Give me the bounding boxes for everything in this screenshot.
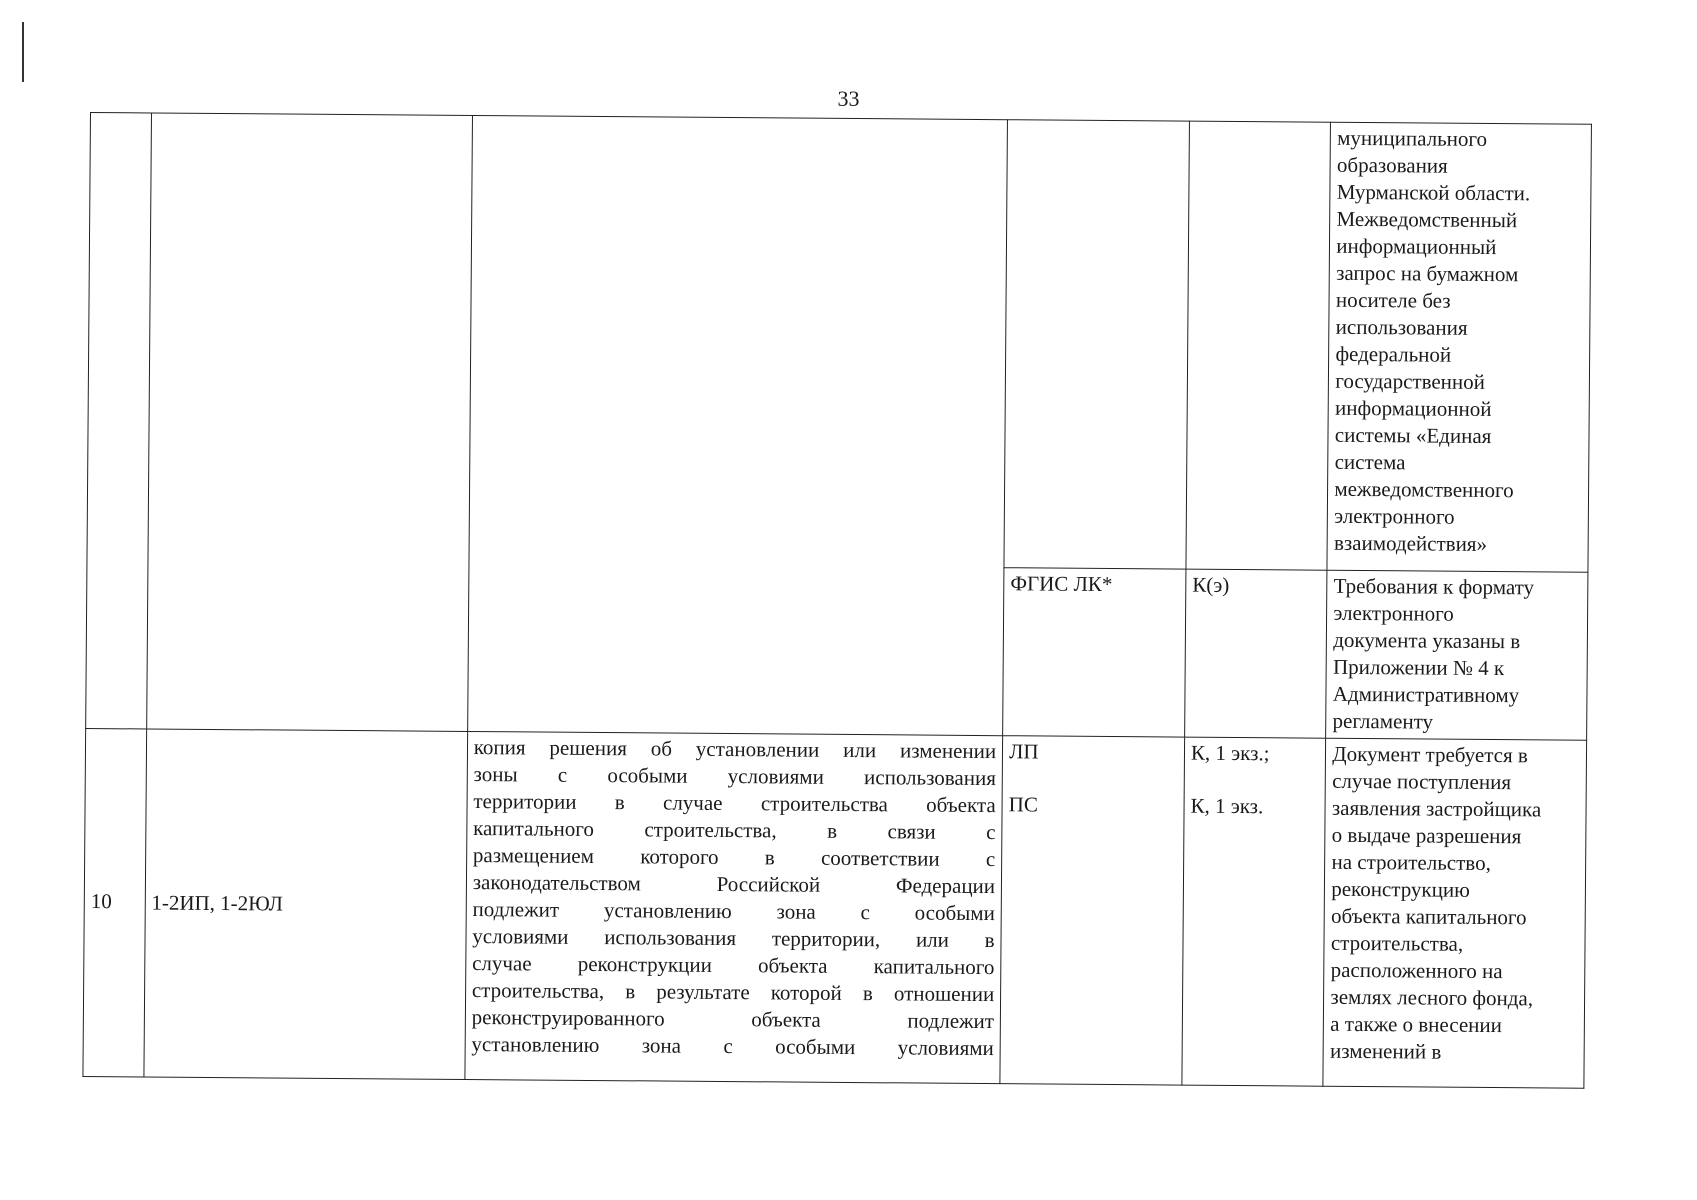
- document-table: [82, 112, 1592, 1089]
- codes-cell: [146, 113, 472, 732]
- table-row: [83, 729, 1587, 1088]
- source-cell: [1000, 736, 1185, 1085]
- note-text: Документ требуется в случае поступления заявления застройщика о выдаче разрешения на строительство, реконструкцию объекта капитального строительства, расположенного на землях лесного фонда, а также о внесении изменений в: [1329, 742, 1542, 1065]
- source-cell: [1003, 568, 1186, 738]
- document-text: копия решения об установлении или изменении зоны с особыми условиями использования территории в случае строительства объекта капитального строительства, в связи с размещением которого в соответствии с законодательством Российской Федерации подлежит установлению зона с особыми условиями использования территории, или в случае реконструкции объекта капитального строительства, в результате которой в отношении реконструированного объекта подлежит установлению зона с особыми условиями: [471, 735, 997, 1061]
- row-number-cell: [86, 113, 151, 730]
- note-cell: [1323, 739, 1586, 1089]
- table-row: [87, 113, 1591, 573]
- source-text: ФГИС ЛК*: [1010, 571, 1113, 597]
- form-cell: [1185, 569, 1328, 738]
- codes-cell: [144, 729, 468, 1079]
- source-cell: [1004, 120, 1189, 570]
- note-text: Требования к формату электронного документа указаны в Приложении № 4 к Административному регламенту: [1332, 574, 1535, 734]
- document-cell: [467, 116, 1007, 737]
- margin-mark: [22, 22, 24, 82]
- source-text: ЛП: [1009, 739, 1039, 764]
- page-number: 33: [837, 86, 860, 111]
- form-cell: [1182, 738, 1326, 1087]
- form-cell: [1186, 121, 1331, 570]
- row-number-cell: [83, 729, 146, 1077]
- document-cell: [465, 732, 1003, 1084]
- form-text: К, 1 экз.;: [1190, 741, 1270, 766]
- codes-text: 1-2ИП, 1-2ЮЛ: [151, 890, 284, 916]
- row-number: 10: [90, 889, 112, 914]
- note-cell: [1326, 570, 1588, 740]
- form-text: К(э): [1192, 572, 1230, 598]
- form-text: К, 1 экз.: [1190, 794, 1264, 819]
- source-text: ПС: [1008, 792, 1039, 817]
- note-cell: [1327, 122, 1591, 572]
- note-text: муниципального образования Мурманской области. Межведомственный информационный запрос на бумажном носителе без использования федеральной государственной информационной системы «Единая система межведомственного электронного взаимодействия»: [1333, 125, 1531, 556]
